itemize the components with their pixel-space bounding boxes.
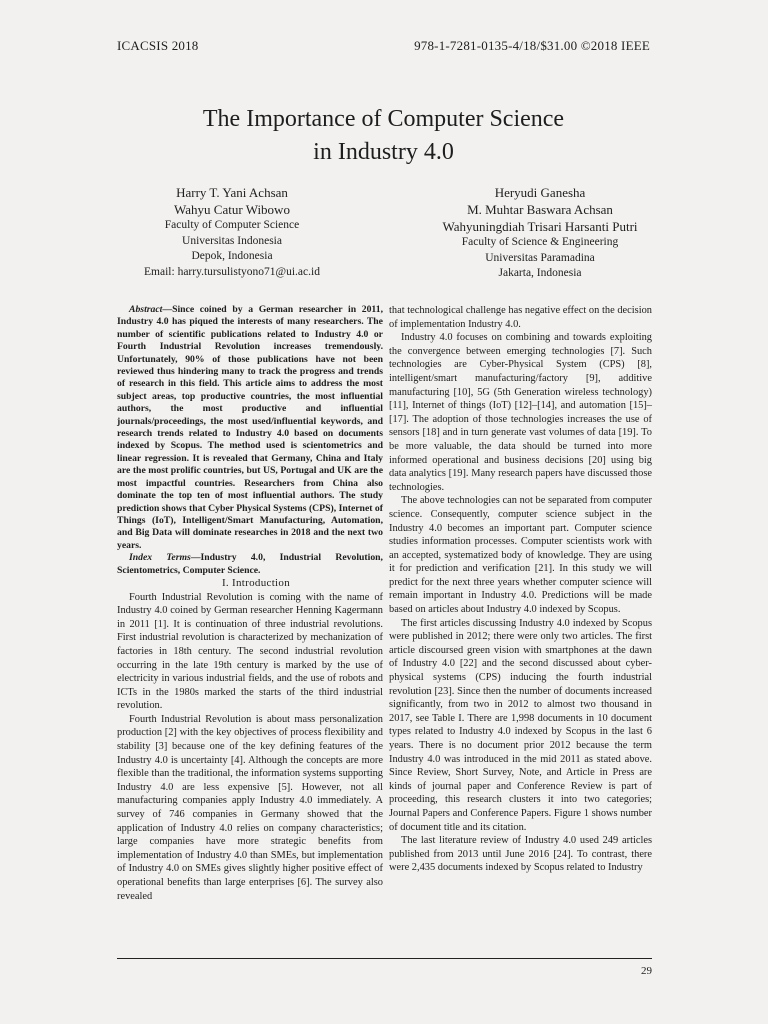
body-paragraph: Fourth Industrial Revolution is coming with the name of Industry 4.0 coined by German researcher Henning Kagermann in 2011 [1]. It is continuation of three industrial revolutions. First industrial revolution is characterized by mechanization of factories in 18th century. The second industrial revolution occurring in the late 19th century is marked by the use of electricity in various industrial fields, and the use of robots and ICTs in the 1980s marked the starts of the third industrial revolution. — [117, 591, 383, 712]
running-header — [117, 38, 650, 54]
author-name: Harry T. Yani Achsan — [176, 185, 288, 200]
body-paragraph: The last literature review of Industry 4.0 used 249 articles published from 2013 until June 2016 [24]. To contrast, there were 2,435 documents indexed by Scopus related to Industry — [389, 835, 652, 874]
right-column — [389, 304, 652, 875]
author-name: Heryudi Ganesha — [494, 185, 586, 200]
index-terms-text: —Industry 4.0, Industrial Revolution, Scientometrics, Computer Science. — [117, 552, 383, 576]
body-paragraph: Fourth Industrial Revolution is about mass personalization production [2] with the key objectives of process flexibility and stability [3] because one of the key defining features of the Industry 4.0 is uncertainty [4]. Although the concepts are more flexible than the traditional, the information systems supporting Industry 4.0 are less expensive [5]. However, not all manufacturing companies apply Industry 4.0 immediately. A survey of 746 companies in Germany showed that the application of Industry 4.0 relies on company characteristics; large companies have more strategic benefits from implementation of Industry 4.0 than SMEs, but implementation of Industry 4.0 on SMEs gives slightly higher positive effect of operational benefits than large enterprises [6]. The survey also revealed — [117, 713, 383, 902]
paper-title — [117, 103, 650, 169]
abstract — [117, 304, 383, 552]
author-department: Faculty of Science & Engineering — [461, 236, 619, 248]
body-paragraph: The first articles discussing Industry 4.0 indexed by Scopus were published in 2012; there were only two articles. The first article discoursed green vision with smartphones at the dawn of Industry 4.0 [22] and the second discussed about cyber-physical systems (CPS) inducing the fourth industrial revolution [23]. Since then the number of documents increased significantly, from two in 2012 to almost two thousand in 2017, see Table I. There are 1,998 documents in 10 document types related to Industry 4.0 indexed by Scopus in the last 6 years. There is no document prior 2012 because the term Industry 4.0 was introduced in the mid 2011 as stated above. Since Review, Short Survey, Note, and Article in Press are kinds of journal paper and Conference Review is part of proceeding, this research clusters it into two categories; Journal Papers and Conference Papers. Figure 1 shows number of document title and its citation. — [389, 617, 652, 833]
author-city: Jakarta, Indonesia — [498, 267, 582, 279]
page-number: 29 — [641, 965, 652, 977]
copyright-notice: 978-1-7281-0135-4/18/$31.00 ©2018 IEEE — [414, 38, 650, 53]
abstract-lead: Abstract — [129, 304, 163, 315]
author-section — [117, 184, 650, 282]
title-line-1: The Importance of Computer Science — [202, 106, 565, 132]
body-paragraph: that technological challenge has negative effect on the decision of implementation Industry 4.0. — [389, 305, 652, 330]
author-name: Wahyu Catur Wibowo — [174, 202, 290, 217]
author-university: Universitas Indonesia — [182, 234, 282, 247]
author-department: Faculty of Computer Science — [164, 219, 300, 231]
author-email: Email: harry.tursulistyono71@ui.ac.id — [144, 265, 320, 278]
body-paragraph: The above technologies can not be separated from computer science. Consequently, computer science subject in the Industry 4.0 becomes an important part. Computer science studies information processes. Computer scientists work with an accepted, systematized body of knowledge. They are using it for prediction and verification [21]. In this study we will predict for the next three years whether computer science will remain important in Industry 4.0. Predictions will be made based on articles about Industry 4.0 indexed by Scopus. — [389, 495, 652, 616]
index-terms-lead: Index Terms — [129, 552, 191, 564]
author-name: Wahyuningdiah Trisari Harsanti Putri — [442, 219, 638, 234]
author-name: M. Muhtar Baswara Achsan — [467, 202, 613, 217]
abstract-text: —Since coined by a German researcher in 2011, Industry 4.0 has piqued the interests of many researchers. The number of scientific publications related to Industry 4.0 or Fourth Industrial Revolution increases tremendously. Unfortunately, 90% of those publications have not been reviewed thus hindering many to track the progress and trends of research in this field. This article aims to address the most subject areas, top productive countries, the most influential authors, the most productive and influential journals/proceedings, the most used/influential keywords, and research trends related to Industry 4.0 based on documents indexed by Scopus. The method used is scientometrics and linear regression. It is revealed that Germany, China and Italy are the most prolific countries, but US, Portugal and UK are the most impactful countries. Researchers from China also dominate the top ten of most influential authors. The study prediction shows that Cyber Physical Systems (CPS), Internet of Things (IoT), Intelligent/Smart Manufacturing, Automation, and Big Data will dominate researches in 2018 and the next two years. — [117, 304, 383, 551]
author-block-left — [97, 184, 367, 282]
author-university: Universitas Paramadina — [485, 251, 595, 264]
footer-rule — [117, 958, 652, 959]
left-column — [117, 304, 383, 903]
author-city: Depok, Indonesia — [191, 250, 273, 262]
index-terms — [117, 552, 383, 577]
body-paragraph: Industry 4.0 focuses on combining and towards exploiting the convergence between emerging technologies [7]. Such technologies are Cyber-Physical System (CPS) [8], intelligent/smart manufacturing/factory [9], additive manufacturing [10], 5G (5th Generation wireless technology) [11], Internet of things (IoT) [12]–[14], and automation [15]–[17]. The adoption of those technologies increases the use of sensors [18] and in turn generate vast volumes of data [19]. To be more valuable, the data should be turned into more informed operational and business decisions [20] using big data analytics [19]. Many research papers have discussed those technologies. — [389, 332, 652, 493]
section-heading: I. Introduction — [221, 576, 291, 589]
conference-name: ICACSIS 2018 — [117, 38, 199, 53]
author-block-right — [395, 184, 685, 282]
title-line-2: in Industry 4.0 — [313, 139, 454, 165]
